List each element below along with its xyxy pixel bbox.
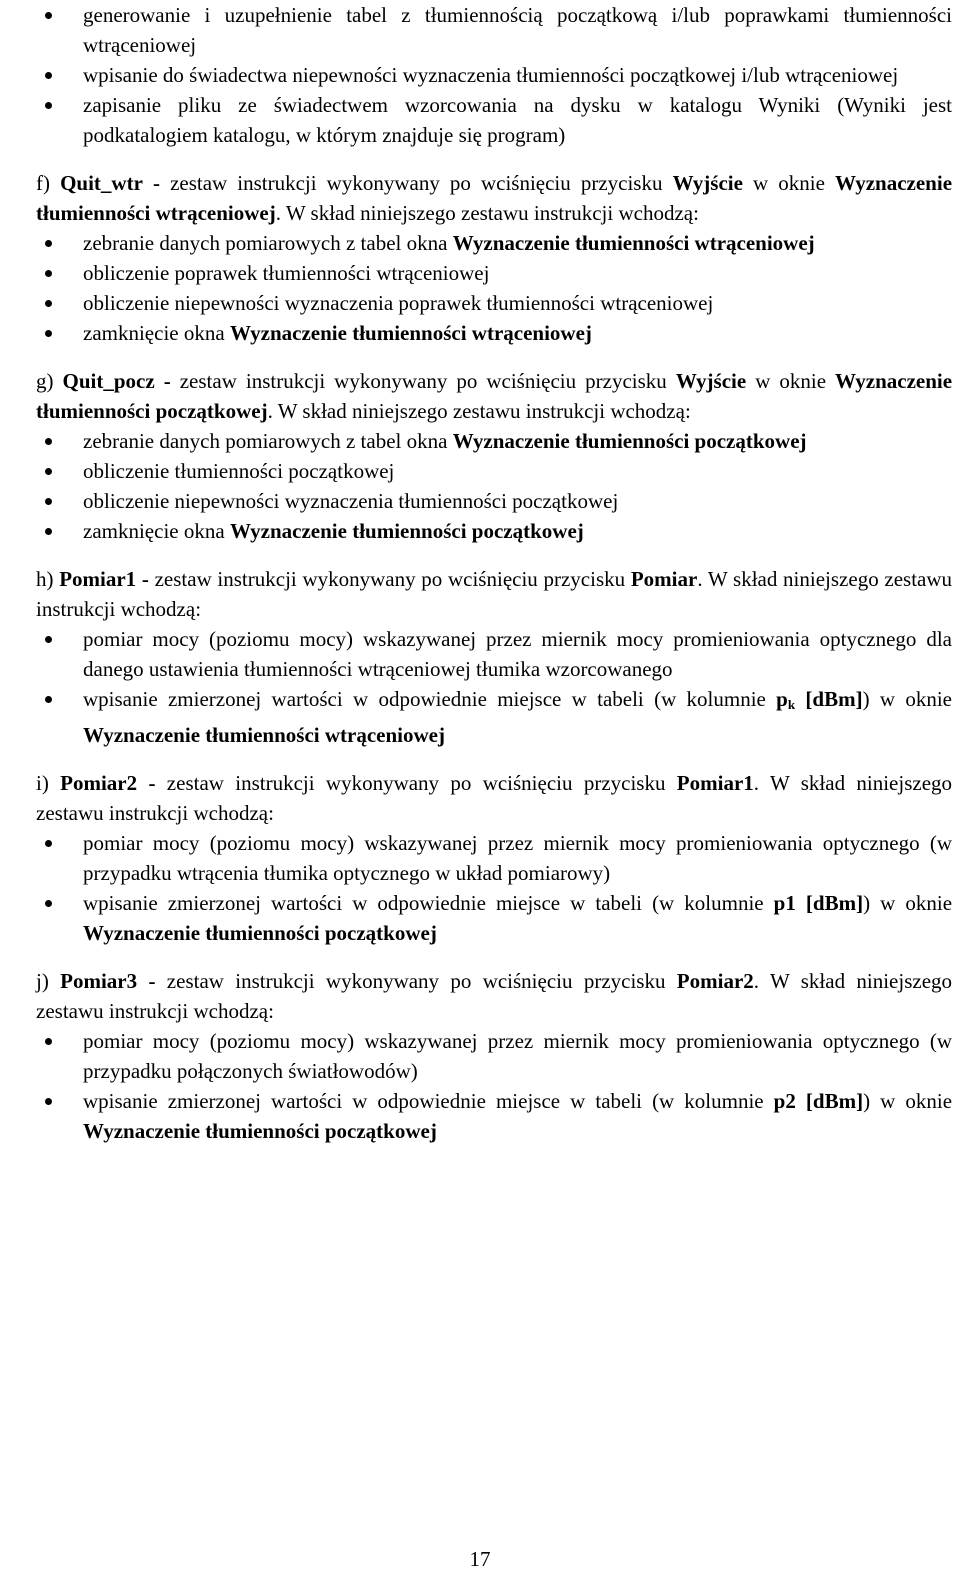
list-item [36, 1086, 952, 1146]
item-text: pomiar mocy (poziomu mocy) wskazywanej przez miernik mocy promieniowania optycznego (w przypadku wtrącenia tłumika optycznego w układ pomiarowy) [83, 831, 952, 885]
list-item: zapisanie pliku ze świadectwem wzorcowania na dysku w katalogu Wyniki (Wyniki jest podkatalogiem katalogu, w którym znajduje się program) [36, 90, 952, 150]
item-text: wpisanie zmierzonej wartości w odpowiednie miejsce w tabeli (w kolumnie [83, 687, 766, 711]
intro-text: w oknie [753, 171, 825, 195]
column-unit: [dBm] [805, 1089, 864, 1113]
window-name: Wyznaczenie tłumienności początkowej [83, 921, 437, 945]
window-name: Wyznaczenie tłumienności wtrąceniowej [36, 171, 953, 225]
section-marker: f) [36, 171, 50, 195]
list-item [36, 288, 952, 318]
column-name: p1 [773, 891, 796, 915]
list-item: wpisanie do świadectwa niepewności wyznaczenia tłumienności początkowej i/lub wtrąceniowej [36, 60, 952, 90]
section-intro [36, 564, 952, 624]
item-text: obliczenie poprawek tłumienności wtrąceniowej [83, 261, 490, 285]
section-marker: h) [36, 567, 54, 591]
list-item [36, 486, 952, 516]
intro-text: . W skład niniejszego zestawu instrukcji wchodzą: [267, 399, 691, 423]
intro-text: . W skład niniejszego zestawu instrukcji wchodzą: [36, 567, 953, 621]
section-marker: g) [36, 369, 54, 393]
item-text: obliczenie niepewności wyznaczenia poprawek tłumienności wtrąceniowej [83, 291, 714, 315]
item-text: obliczenie niepewności wyznaczenia tłumienności początkowej [83, 489, 619, 513]
section-g [36, 366, 952, 546]
procedure-name: Quit_wtr [60, 171, 143, 195]
window-name: Wyznaczenie tłumienności początkowej [229, 519, 584, 543]
button-name: Pomiar2 [676, 969, 754, 993]
intro-text: w oknie [755, 369, 827, 393]
list-item: generowanie i uzupełnienie tabel z tłumiennością początkową i/lub poprawkami tłumienności wtrąceniowej [36, 0, 952, 60]
page-number: 17 [469, 1547, 491, 1571]
procedure-name: Pomiar3 [60, 969, 138, 993]
section-intro [36, 168, 952, 228]
bullet-list [36, 426, 952, 546]
intro-text: . W skład niniejszego zestawu instrukcji wchodzą: [275, 201, 699, 225]
button-name: Pomiar [630, 567, 698, 591]
item-text: ) w oknie [863, 891, 953, 915]
bullet-list [36, 624, 952, 750]
list-item [36, 888, 952, 948]
section-intro [36, 768, 952, 828]
window-name: Wyznaczenie tłumienności wtrąceniowej [452, 231, 815, 255]
dash: - [148, 969, 156, 993]
section-marker: j) [36, 969, 49, 993]
section-h [36, 564, 952, 750]
column-unit: [dBm] [805, 687, 863, 711]
item-text: zamknięcie okna [83, 519, 225, 543]
window-name: Wyznaczenie tłumienności początkowej [452, 429, 807, 453]
procedure-name: Pomiar2 [60, 771, 138, 795]
item-text: wpisanie zmierzonej wartości w odpowiednie miejsce w tabeli (w kolumnie [83, 891, 764, 915]
column-name: p2 [773, 1089, 796, 1113]
procedure-name: Pomiar1 [59, 567, 137, 591]
dash: - [163, 369, 171, 393]
list-item [36, 228, 952, 258]
intro-text: zestaw instrukcji wykonywany po wciśnięciu przycisku [179, 369, 667, 393]
bullet-list [36, 228, 952, 348]
column-name: p [776, 687, 788, 711]
item-text: zamknięcie okna [83, 321, 225, 345]
section-f [36, 168, 952, 348]
list-item [36, 828, 952, 888]
dash: - [141, 567, 149, 591]
column-unit: [dBm] [805, 891, 864, 915]
button-name: Wyjście [675, 369, 747, 393]
list-item [36, 516, 952, 546]
list-item [36, 318, 952, 348]
window-name: Wyznaczenie tłumienności wtrąceniowej [83, 723, 445, 747]
list-item [36, 624, 952, 684]
button-name: Pomiar1 [676, 771, 754, 795]
list-item [36, 426, 952, 456]
button-name: Wyjście [672, 171, 743, 195]
item-text: obliczenie tłumienności początkowej [83, 459, 395, 483]
intro-text: zestaw instrukcji wykonywany po wciśnięciu przycisku [170, 171, 663, 195]
intro-text: zestaw instrukcji wykonywany po wciśnięciu przycisku [166, 771, 666, 795]
item-text: pomiar mocy (poziomu mocy) wskazywanej przez miernik mocy promieniowania optycznego dla danego ustawienia tłumienności wtrąceniowej tłumika wzorcowanego [83, 627, 952, 681]
item-text: ) w oknie [863, 1089, 953, 1113]
procedure-name: Quit_pocz [62, 369, 155, 393]
list-item [36, 684, 952, 750]
section-intro [36, 366, 952, 426]
column-subscript: k [787, 697, 796, 712]
bullet-list [36, 1026, 952, 1146]
item-text: ) w oknie [862, 687, 952, 711]
dash: - [148, 771, 156, 795]
continued-bullet-list [36, 0, 952, 150]
list-item [36, 456, 952, 486]
item-text: zebranie danych pomiarowych z tabel okna [83, 429, 448, 453]
bullet-list [36, 828, 952, 948]
dash: - [152, 171, 160, 195]
item-text: zebranie danych pomiarowych z tabel okna [83, 231, 448, 255]
window-name: Wyznaczenie tłumienności początkowej [36, 369, 953, 423]
window-name: Wyznaczenie tłumienności początkowej [83, 1119, 437, 1143]
section-j [36, 966, 952, 1146]
intro-text: zestaw instrukcji wykonywany po wciśnięciu przycisku [166, 969, 666, 993]
document-body [36, 0, 952, 1146]
section-intro [36, 966, 952, 1026]
section-i [36, 768, 952, 948]
procedure-sections [36, 168, 952, 1146]
list-item [36, 1026, 952, 1086]
section-marker: i) [36, 771, 49, 795]
item-text: wpisanie zmierzonej wartości w odpowiednie miejsce w tabeli (w kolumnie [83, 1089, 764, 1113]
intro-text: . W skład niniejszego zestawu instrukcji wchodzą: [36, 969, 953, 1023]
list-item [36, 258, 952, 288]
window-name: Wyznaczenie tłumienności wtrąceniowej [229, 321, 592, 345]
intro-text: . W skład niniejszego zestawu instrukcji wchodzą: [36, 771, 953, 825]
item-text: pomiar mocy (poziomu mocy) wskazywanej przez miernik mocy promieniowania optycznego (w przypadku połączonych światłowodów) [83, 1029, 952, 1083]
intro-text: zestaw instrukcji wykonywany po wciśnięciu przycisku [154, 567, 626, 591]
